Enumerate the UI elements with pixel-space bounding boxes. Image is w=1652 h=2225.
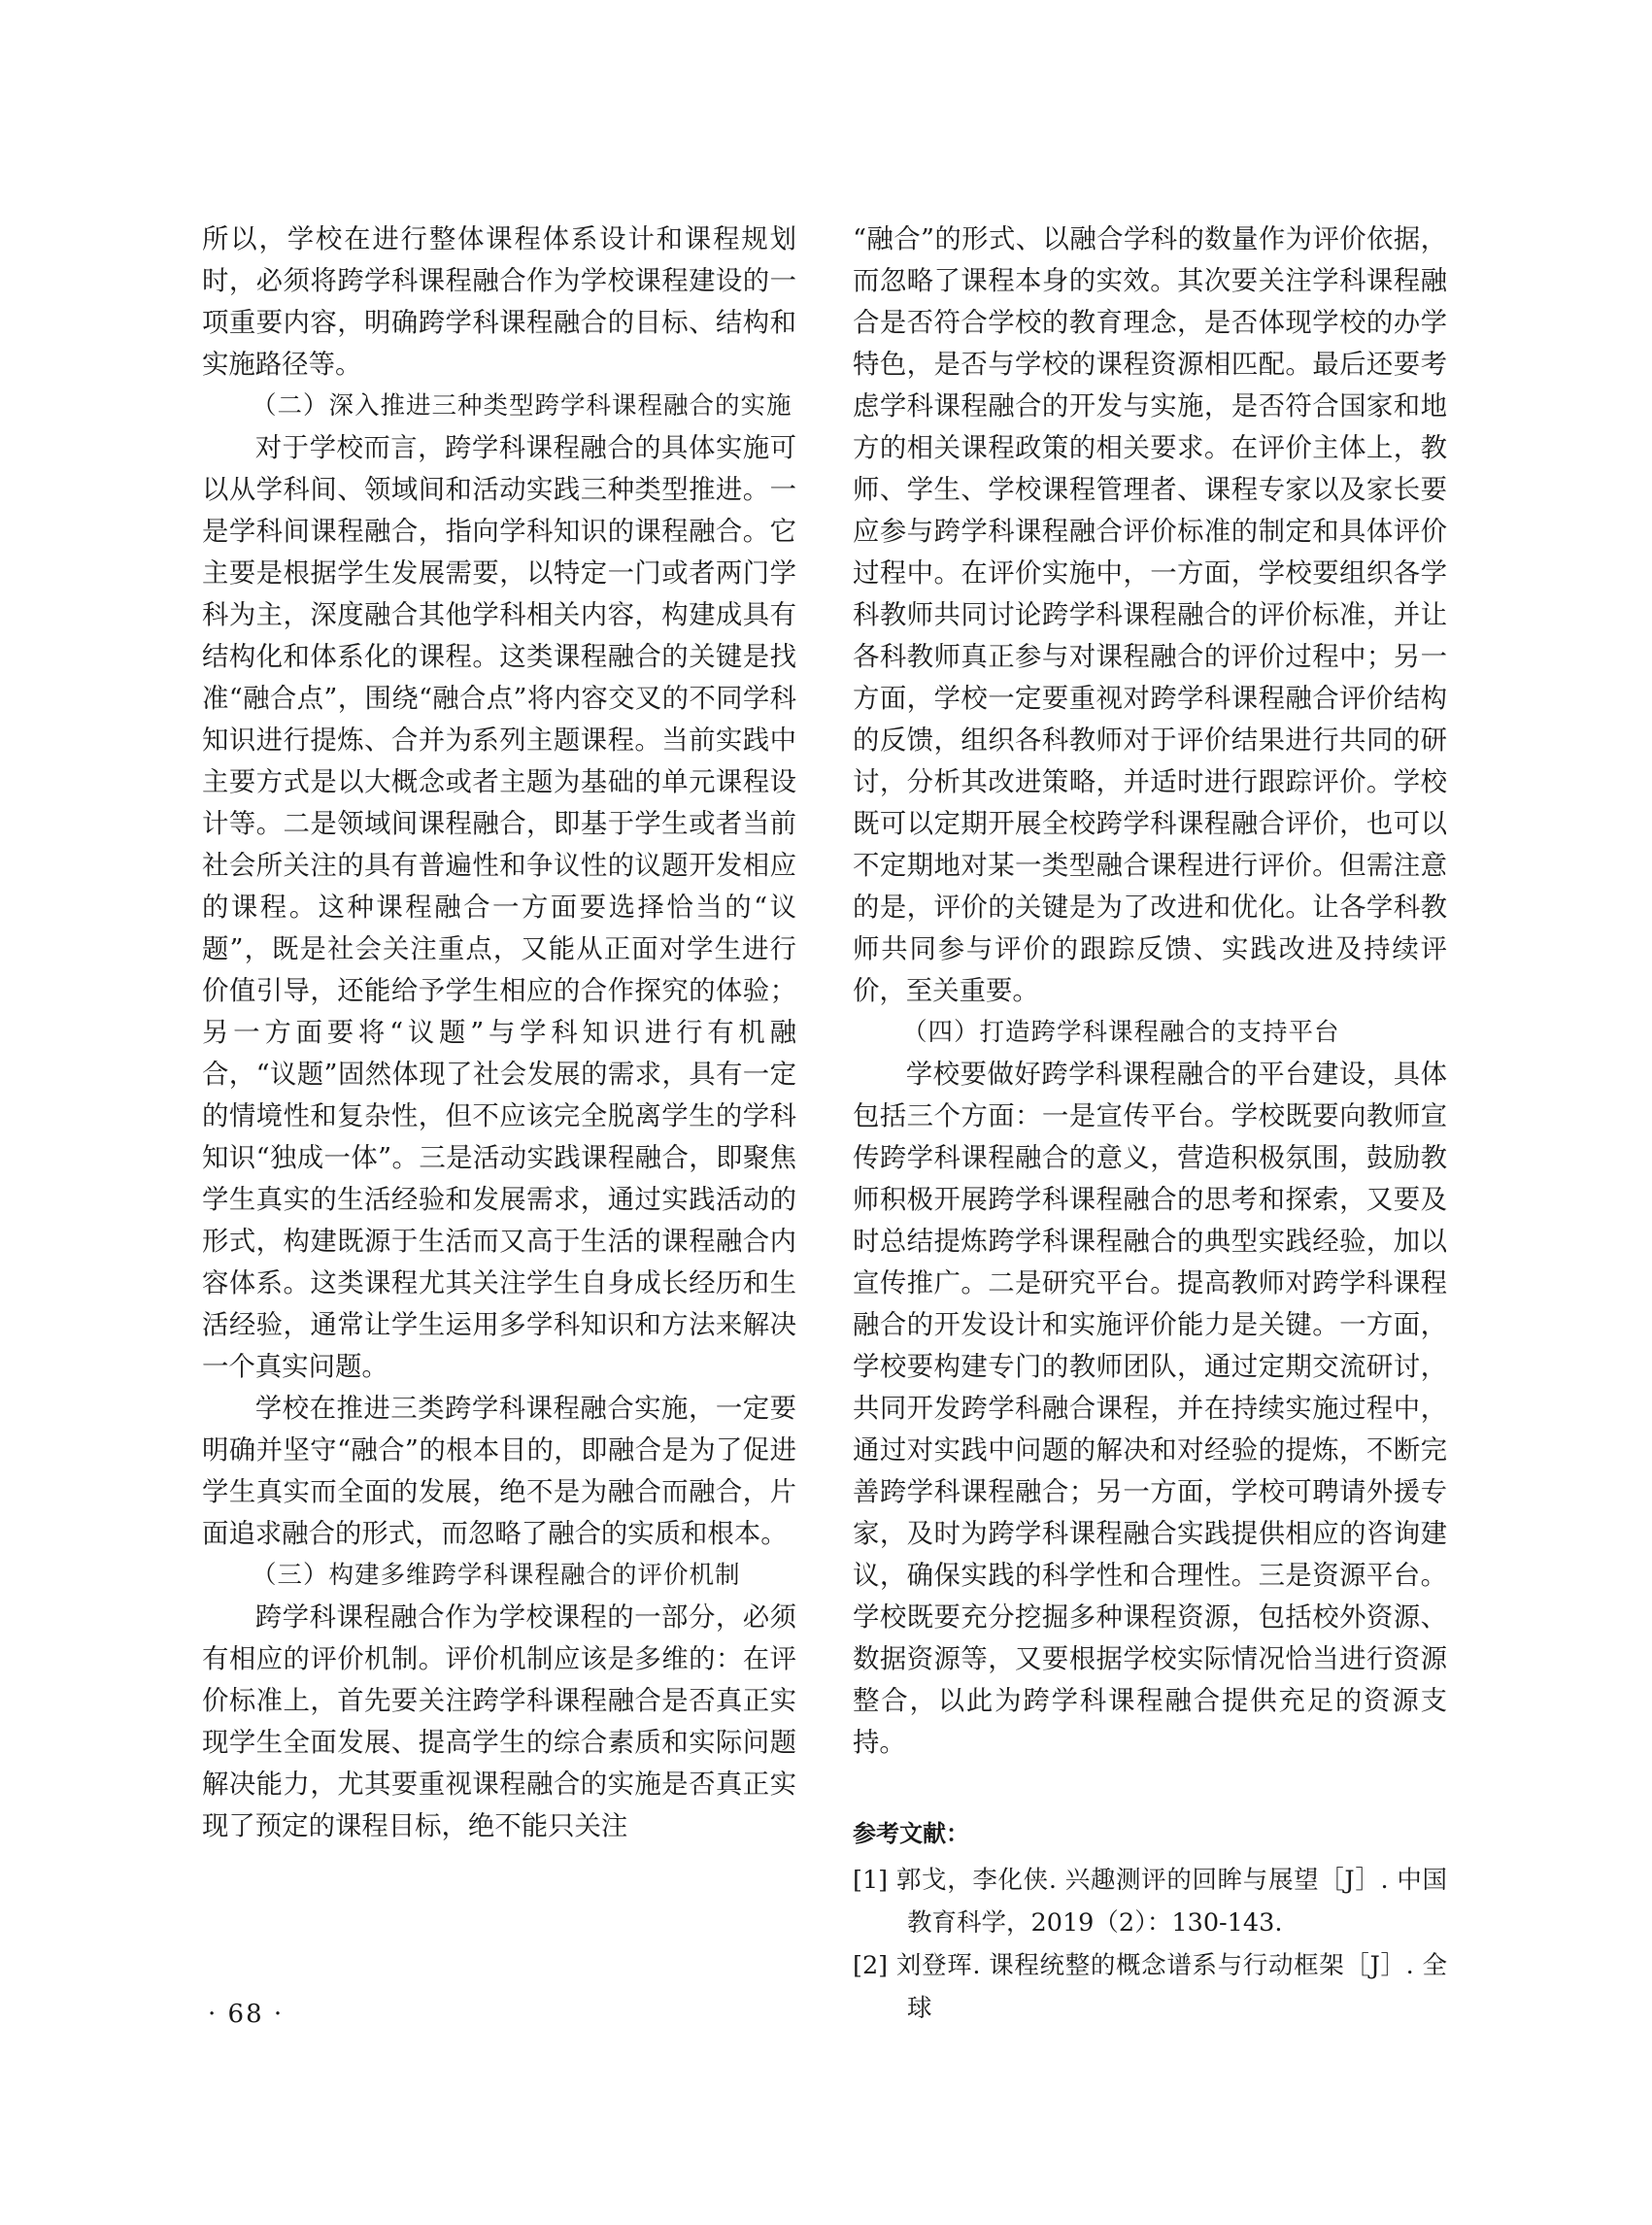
page-number: · 68 · (208, 2000, 285, 2029)
reference-item: [1] 郭戈，李化侠. 兴趣测评的回眸与展望［J］. 中国教育科学，2019（2）：130-143. (853, 1866, 1447, 1938)
left-column (202, 219, 796, 1847)
paragraph: “融合”的形式、以融合学科的数量作为评价依据，而忽略了课程本身的实效。其次要关注学科课程融合是否符合学校的教育理念，是否体现学校的办学特色，是否与学校的课程资源相匹配。最后还要考虑学科课程融合的开发与实施，是否符合国家和地方的相关课程政策的相关要求。在评价主体上，教师、学生、学校课程管理者、课程专家以及家长要应参与跨学科课程融合评价标准的制定和具体评价过程中。在评价实施中，一方面，学校要组织各学科教师共同讨论跨学科课程融合的评价标准，并让各科教师真正参与对课程融合的评价过程中；另一方面，学校一定要重视对跨学科课程融合评价结构的反馈，组织各科教师对于评价结果进行共同的研讨，分析其改进策略，并适时进行跟踪评价。学校既可以定期开展全校跨学科课程融合评价，也可以不定期地对某一类型融合课程进行评价。但需注意的是，评价的关键是为了改进和优化。让各学科教师共同参与评价的跟踪反馈、实践改进及持续评价，至关重要。 (853, 224, 1447, 1006)
section-heading: （三）构建多维跨学科课程融合的评价机制 (252, 1561, 741, 1590)
paragraph: 跨学科课程融合作为学校课程的一部分，必须有相应的评价机制。评价机制应该是多维的：在评价标准上，首先要关注跨学科课程融合是否真正实现学生全面发展、提高学生的综合素质和实际问题解决能力，尤其要重视课程融合的实施是否真正实现了预定的课程目标，绝不能只关注 (202, 1602, 796, 1841)
references (853, 1814, 1447, 2030)
paragraph: 学校要做好跨学科课程融合的平台建设，具体包括三个方面：一是宣传平台。学校既要向教师宣传跨学科课程融合的意义，营造积极氛围，鼓励教师积极开展跨学科课程融合的思考和探索，又要及时总结提炼跨学科课程融合的典型实践经验，加以宣传推广。二是研究平台。提高教师对跨学科课程融合的开发设计和实施评价能力是关键。一方面，学校要构建专门的教师团队，通过定期交流研讨，共同开发跨学科融合课程，并在持续实施过程中，通过对实践中问题的解决和对经验的提炼，不断完善跨学科课程融合；另一方面，学校可聘请外援专家，及时为跨学科课程融合实践提供相应的咨询建议，确保实践的科学性和合理性。三是资源平台。学校既要充分挖掘多种课程资源，包括校外资源、数据资源等，又要根据学校实际情况恰当进行资源整合，以此为跨学科课程融合提供充足的资源支持。 (853, 1060, 1447, 1758)
right-column (853, 219, 1447, 2030)
references-title: 参考文献： (853, 1820, 969, 1847)
section-heading: （二）深入推进三种类型跨学科课程融合的实施 (252, 391, 792, 421)
reference-item: [2] 刘登珲. 课程统整的概念谱系与行动框架［J］. 全球 (853, 1951, 1447, 2023)
paragraph: 对于学校而言，跨学科课程融合的具体实施可以从学科间、领域间和活动实践三种类型推进。一是学科间课程融合，指向学科知识的课程融合。它主要是根据学生发展需要，以特定一门或者两门学科为主，深度融合其他学科相关内容，构建成具有结构化和体系化的课程。这类课程融合的关键是找准“融合点”，围绕“融合点”将内容交叉的不同学科知识进行提炼、合并为系列主题课程。当前实践中主要方式是以大概念或者主题为基础的单元课程设计等。二是领域间课程融合，即基于学生或者当前社会所关注的具有普遍性和争议性的议题开发相应的课程。这种课程融合一方面要选择恰当的“议题”，既是社会关注重点，又能从正面对学生进行价值引导，还能给予学生相应的合作探究的体验；另一方面要将“议题”与学科知识进行有机融合，“议题”固然体现了社会发展的需求，具有一定的情境性和复杂性，但不应该完全脱离学生的学科知识“独成一体”。三是活动实践课程融合，即聚焦学生真实的生活经验和发展需求，通过实践活动的形式，构建既源于生活而又高于生活的课程融合内容体系。这类课程尤其关注学生自身成长经历和生活经验，通常让学生运用多学科知识和方法来解决一个真实问题。 (202, 433, 796, 1382)
paragraph: 所以，学校在进行整体课程体系设计和课程规划时，必须将跨学科课程融合作为学校课程建设的一项重要内容，明确跨学科课程融合的目标、结构和实施路径等。 (202, 224, 796, 380)
section-heading: （四）打造跨学科课程融合的支持平台 (902, 1018, 1340, 1047)
paragraph: 学校在推进三类跨学科课程融合实施，一定要明确并坚守“融合”的根本目的，即融合是为了促进学生真实而全面的发展，绝不是为融合而融合，片面追求融合的形式，而忽略了融合的实质和根本。 (202, 1394, 796, 1549)
